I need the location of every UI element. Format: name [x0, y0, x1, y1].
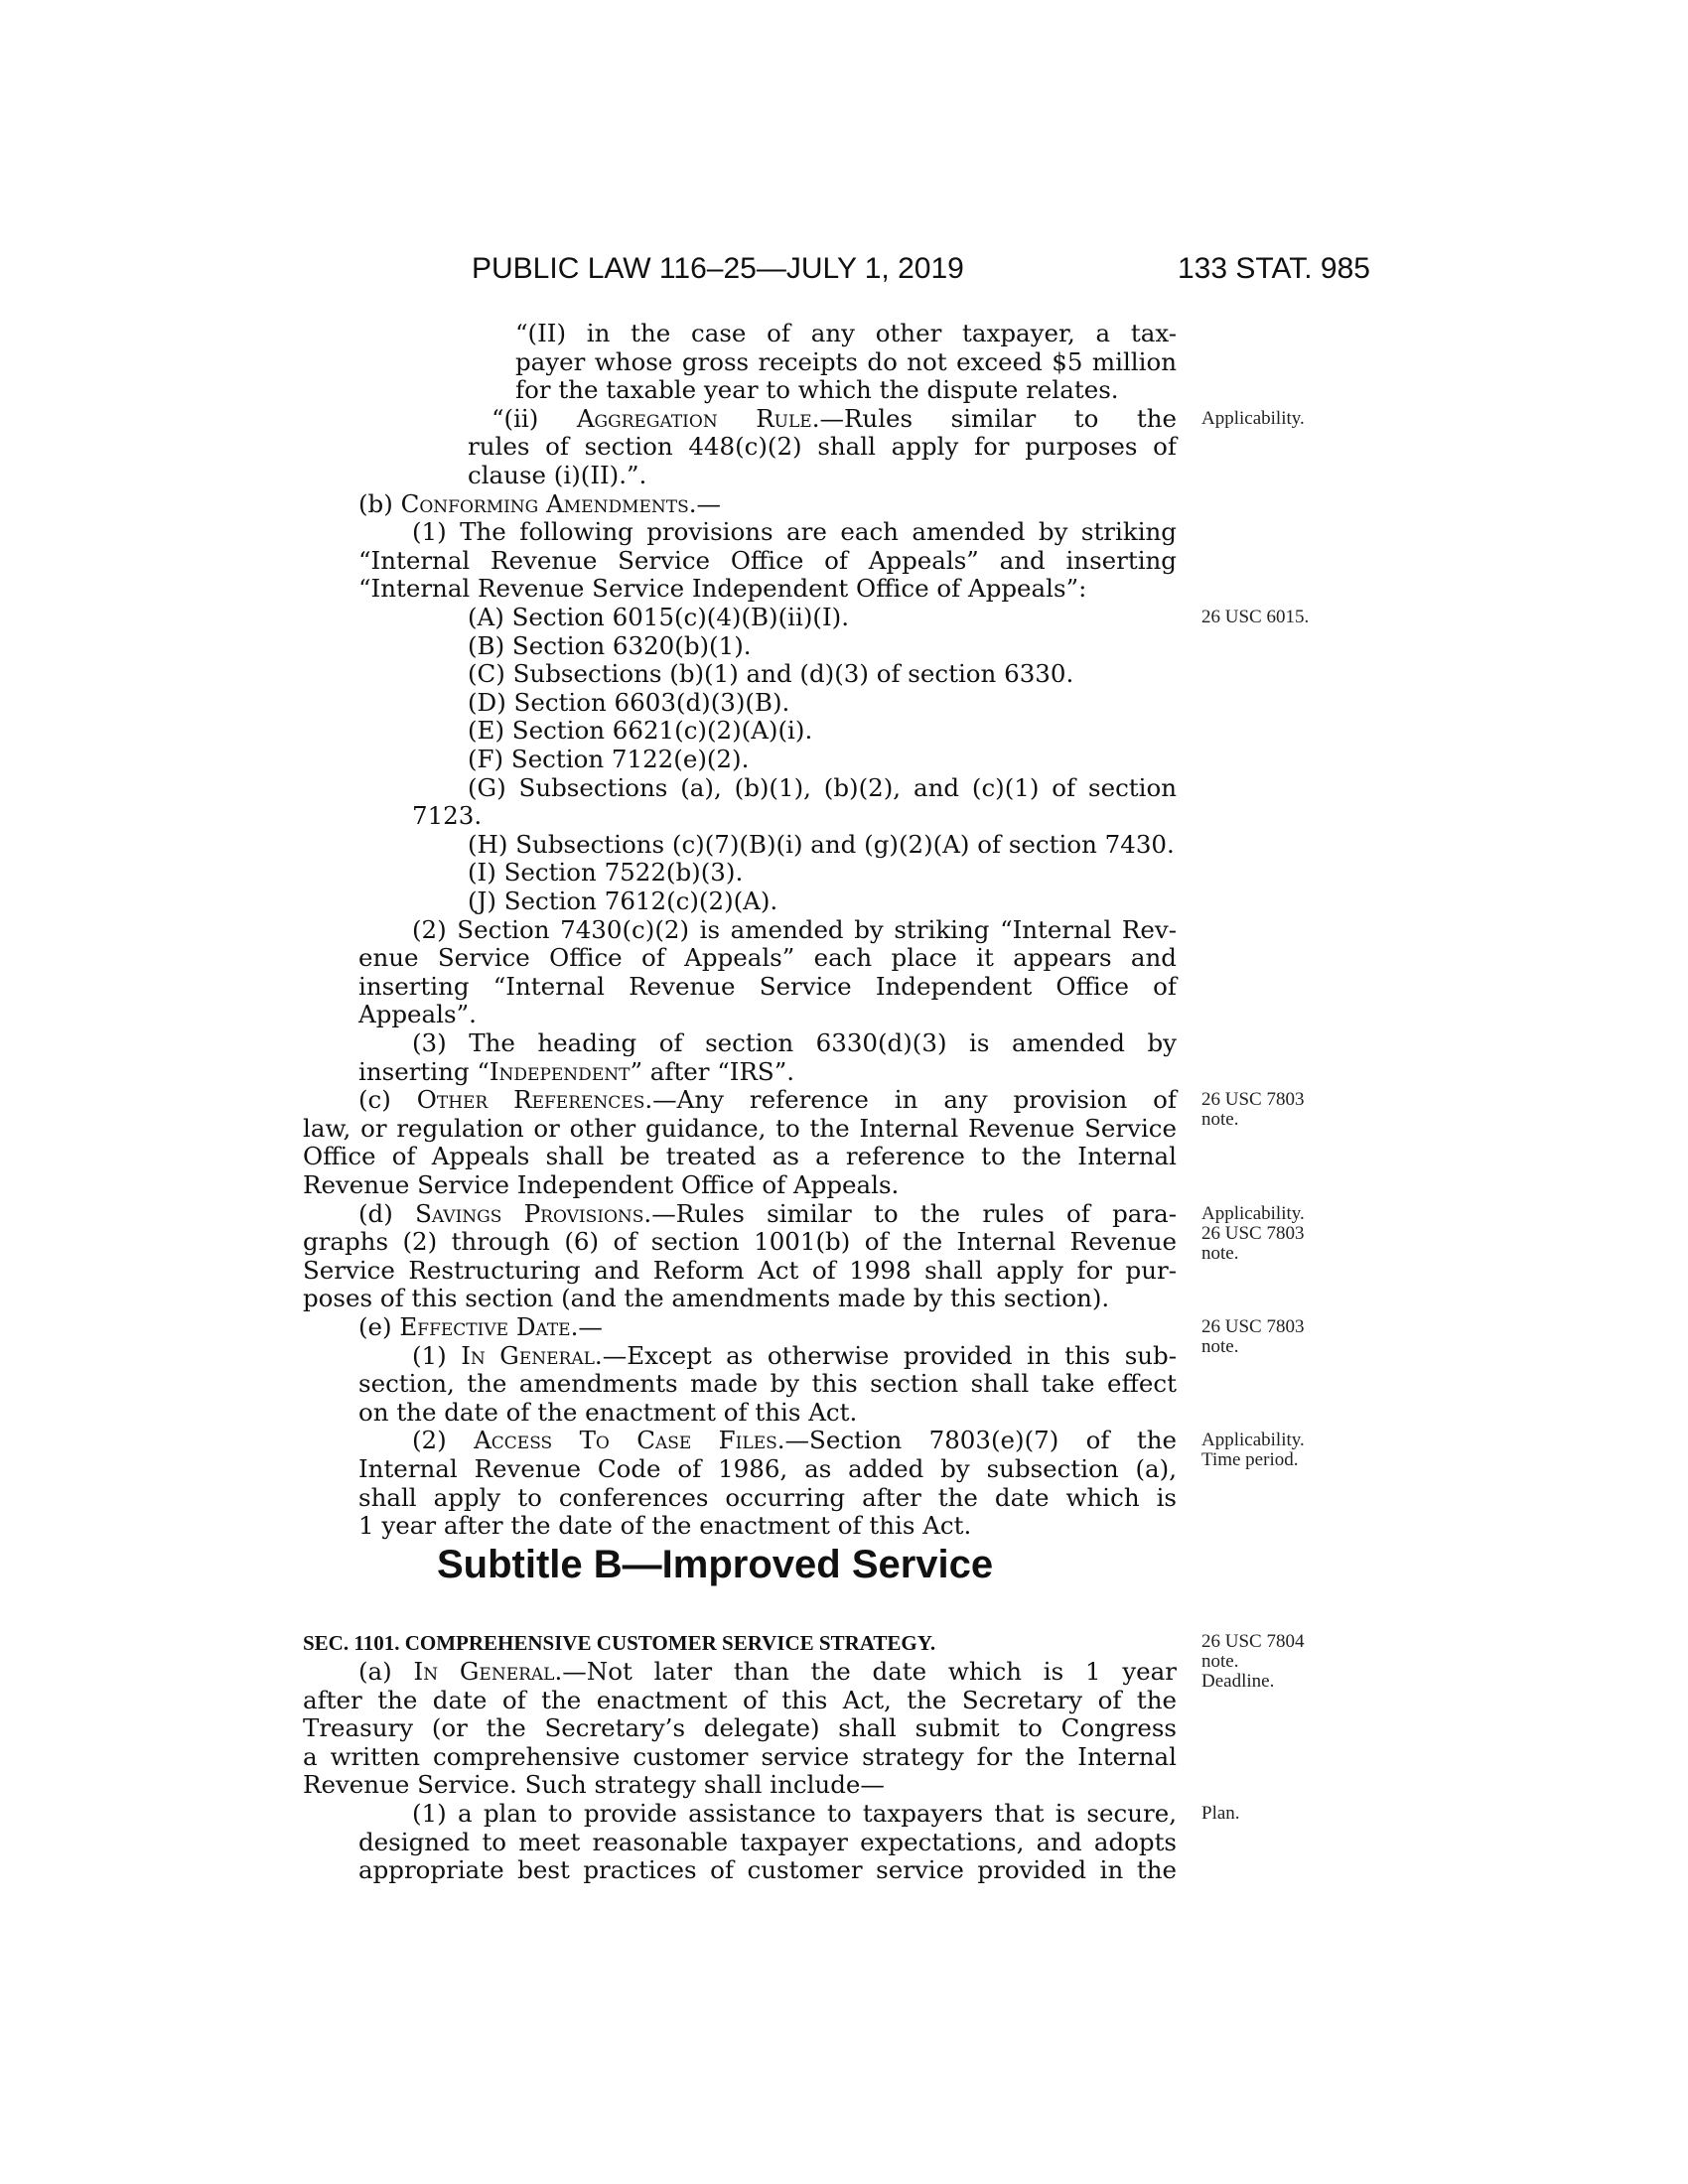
text-line: 7123. — [412, 801, 483, 831]
text-line: (1) The following provisions are each amended by striking — [412, 517, 1177, 547]
text-line: (I) Section 7522(b)(3). — [468, 858, 744, 887]
margin-note — [1201, 1317, 1360, 1357]
text-line: shall apply to conferences occurring after the date which is — [358, 1482, 1177, 1512]
text-line: (1) In General.—Except as otherwise provided in this sub- — [412, 1340, 1178, 1370]
margin-note-line: Applicability. — [1201, 407, 1305, 429]
text-line: (D) Section 6603(d)(3)(B). — [468, 687, 790, 717]
text-line: law, or regulation or other guidance, to the Internal Revenue Service — [303, 1113, 1177, 1143]
text-line: (b) Conforming Amendments.— — [358, 488, 722, 518]
text-line: after the date of the enactment of this Act, the Secretary of the — [303, 1685, 1177, 1714]
margin-note — [1201, 1804, 1360, 1824]
text-line: Treasury (or the Secretary’s delegate) shall submit to Congress — [303, 1713, 1177, 1743]
text-line: payer whose gross receipts do not exceed $5 million — [515, 346, 1177, 376]
margin-note-line: 26 USC 7803 — [1201, 1316, 1305, 1337]
margin-note-line: Deadline. — [1201, 1671, 1275, 1692]
margin-note-line: Applicability. — [1201, 1430, 1305, 1451]
text-line: (E) Section 6621(c)(2)(A)(i). — [468, 716, 813, 746]
text-line: (F) Section 7122(e)(2). — [468, 745, 750, 773]
margin-note-line: Applicability. — [1201, 1202, 1305, 1224]
text-line: Revenue Service. Such strategy shall include— — [303, 1770, 885, 1800]
text-line: rules of section 448(c)(2) shall apply for purposes of — [468, 432, 1177, 462]
header-public-law: PUBLIC LAW 116–25—JULY 1, 2019 — [472, 252, 964, 285]
text-line: (d) Savings Provisions.—Rules similar to the rules of para- — [358, 1198, 1177, 1228]
text-line: Internal Revenue Code of 1986, as added by subsection (a), — [358, 1454, 1177, 1483]
text-line: “(ii) Aggregation Rule.—Rules similar to the — [492, 403, 1177, 433]
text-line: (A) Section 6015(c)(4)(B)(ii)(I). — [468, 603, 849, 631]
margin-note-line: Time period. — [1201, 1449, 1299, 1471]
text-line: Appeals”. — [358, 1000, 477, 1029]
margin-note — [1201, 409, 1360, 429]
text-line: (2) Access To Case Files.—Section 7803(e)(7) of the — [412, 1426, 1177, 1455]
text-line: (B) Section 6320(b)(1). — [468, 630, 752, 660]
text-line: (c) Other References.—Any reference in any provision of — [358, 1085, 1178, 1115]
text-line: Service Restructuring and Reform Act of 1998 shall apply for pur- — [303, 1255, 1177, 1285]
section-heading: SEC. 1101. COMPREHENSIVE CUSTOMER SERVICE STRATEGY. — [303, 1631, 936, 1655]
margin-note — [1201, 1090, 1360, 1130]
text-line: designed to meet reasonable taxpayer expectations, and adopts — [358, 1827, 1177, 1856]
text-line: (e) Effective Date.— — [358, 1312, 603, 1341]
margin-note-line: 26 USC 7803 — [1201, 1089, 1305, 1111]
text-line: “(II) in the case of any other taxpayer, a tax- — [515, 319, 1177, 347]
margin-note-line: 26 USC 6015. — [1201, 607, 1310, 627]
text-line: for the taxable year to which the dispute relates. — [515, 375, 1119, 405]
margin-note-line: Plan. — [1201, 1803, 1240, 1824]
text-line: (3) The heading of section 6330(d)(3) is amended by — [412, 1028, 1177, 1057]
text-line: enue Service Office of Appeals” each place it appears and — [358, 943, 1177, 973]
text-line: graphs (2) through (6) of section 1001(b) of the Internal Revenue — [303, 1227, 1177, 1257]
text-line: (1) a plan to provide assistance to taxpayers that is secure, — [412, 1799, 1177, 1828]
text-line: (G) Subsections (a), (b)(1), (b)(2), and (c)(1) of section — [468, 772, 1177, 802]
text-line: section, the amendments made by this section shall take effect — [358, 1369, 1177, 1399]
text-line: 1 year after the date of the enactment of this Act. — [358, 1511, 972, 1541]
text-line: “Internal Revenue Service Independent Office of Appeals”: — [358, 574, 1087, 604]
margin-note — [1201, 1632, 1360, 1692]
header-stat-page: 133 STAT. 985 — [1177, 252, 1370, 285]
margin-note-line: 26 USC 7803 — [1201, 1222, 1305, 1244]
text-line: on the date of the enactment of this Act. — [358, 1397, 858, 1427]
text-line: (H) Subsections (c)(7)(B)(i) and (g)(2)(A) of section 7430. — [468, 829, 1175, 859]
margin-note-line: 26 USC 7804 — [1201, 1631, 1305, 1652]
margin-note — [1201, 1204, 1360, 1264]
text-line: (a) In General.—Not later than the date which is 1 year — [358, 1657, 1177, 1686]
text-line: a written comprehensive customer service strategy for the Internal — [303, 1741, 1177, 1771]
margin-note-line: note. — [1201, 1242, 1239, 1264]
margin-note — [1201, 1431, 1360, 1470]
margin-note — [1201, 608, 1360, 627]
text-line: clause (i)(II).”. — [468, 461, 647, 489]
running-header — [472, 252, 1370, 292]
margin-note-line: note. — [1201, 1109, 1239, 1131]
text-line: inserting “Independent” after “IRS”. — [358, 1056, 795, 1086]
text-line: appropriate best practices of customer service provided in the — [358, 1855, 1177, 1885]
text-line: Office of Appeals shall be treated as a reference to the Internal — [303, 1142, 1177, 1171]
margin-note-line: note. — [1201, 1336, 1239, 1357]
text-line: Revenue Service Independent Office of Appeals. — [303, 1170, 900, 1199]
text-line: (C) Subsections (b)(1) and (d)(3) of section 6330. — [468, 659, 1074, 689]
text-line: inserting “Internal Revenue Service Independent Office of — [358, 971, 1177, 1001]
subtitle-heading: Subtitle B—Improved Service — [437, 1543, 994, 1586]
text-line: “Internal Revenue Service Office of Appeals” and inserting — [358, 545, 1177, 575]
text-line: (J) Section 7612(c)(2)(A). — [468, 887, 778, 915]
text-line: (2) Section 7430(c)(2) is amended by striking “Internal Rev- — [412, 914, 1177, 944]
margin-note-line: note. — [1201, 1651, 1239, 1672]
text-line: poses of this section (and the amendments made by this section). — [303, 1284, 1110, 1313]
